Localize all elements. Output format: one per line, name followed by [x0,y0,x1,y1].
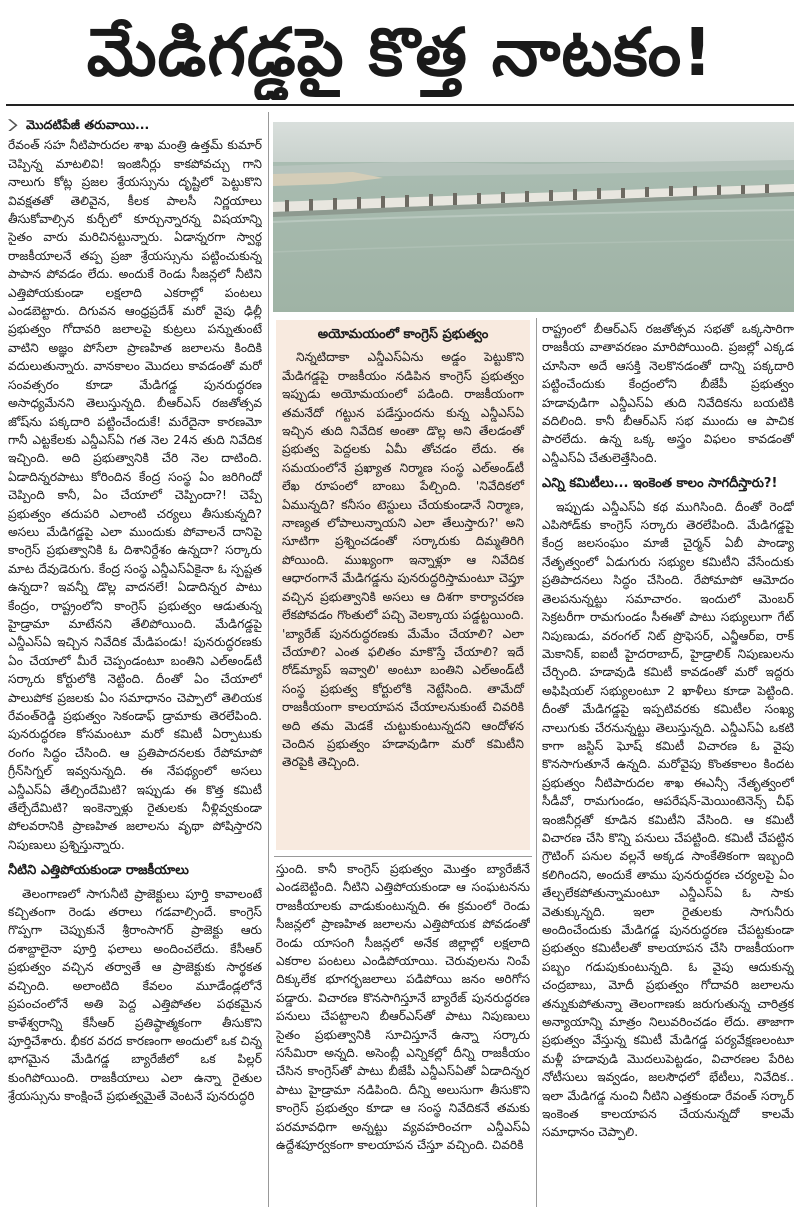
continuation-kicker: మొదటిపేజీ తరువాయి... [8,116,262,134]
box-title: అయోమయంలో కాంగ్రెస్ ప్రభుత్వం [317,327,489,342]
barrage-photo [273,122,794,312]
column-divider-right [536,318,537,1207]
right-subheading: ఎన్ని కమిటీలు... ఇంకెంత కాలం సాగదీస్తారు?! [542,476,778,492]
headline-rule [6,104,794,106]
box-paragraph: నిన్నటిదాకా ఎన్డీఎస్ఏను అడ్డం పెట్టుకొని మేడిగడ్డపై రాజకీయం నడిపిన కాంగ్రెస్ ప్రభుత్వం ఇప్పుడు అయోమయంలో పడింది. రాజకీయంగా తమనేదో గట్టున పడేస్తుందను కున్న ఎన్డీఎస్ఏ ఇచ్చిన తుది నివేదిక అంతా డొల్ల అని తేలడంతో ప్రభుత్వ పెద్దలకు ఏమీ తోచడం లేదు. ఈ సమయంలోనే ప్రఖ్యాత నిర్మాణ సంస్థ ఎల్అండ్‌టీ లేఖ రూపంలో బాంబు పేల్చింది. 'నివేదికలో ఏమున్నది? కనీసం టెస్టులు చేయకుండానే నిర్మాణ, నాణ్యత లోపాలున్నాయని ఎలా తేలుస్తారు?' అని సూటిగా ప్రశ్నించడంతో సర్కారుకు దిమ్మతిరిగి పోయింది. ముఖ్యంగా ఇన్నాళ్లూ ఆ నివేదిక ఆధారంగానే మేడిగడ్డను పునరుద్ధరిస్తామంటూ చెప్తూ వచ్చిన ప్రభుత్వానికి అసలు ఆ దిశగా కార్యాచరణ లేకపోవడం గొంతులో పచ్చి వెలక్కాయ పడ్డట్టయింది. 'బ్యారేజ్ పునరుద్ధరణకు మేమేం చేయాలి? ఎలా చేయాలి? ఎంత ఫలితం మాకొస్తే చేయాలి? ఇదే రోడ్‌మ్యాప్ ఇవ్వాలి' అంటూ బంతిని ఎల్అండ్‌టీ సంస్థ ప్రభుత్వ కోర్టులోకి నెట్టేసింది. తామేదో రాజకీయంగా కాలయాపన చేయాలనుకుంటే చివరికి అది తమ మెడకే చుట్టుకుంటున్నదని ఆందోళన చెందిన ప్రభుత్వం హడావుడిగా మరో కమిటీని తెరపైకి తెచ్చింది. [282,350,524,770]
chevron-right-icon [8,119,20,131]
left-paragraph-2: తెలంగాణలో సాగునీటి ప్రాజెక్టులు పూర్తి కావాలంటే కచ్చితంగా రెండు తరాలు గడవాల్సిందే. కాంగ్రెస్ గొప్పగా చెప్పుకునే శ్రీరాంసాగర్ ప్రాజెక్టు ఆరు దశాబ్దాలైనా పూర్తి ఫలాలు అందించలేదు. కేసీఆర్ ప్రభుత్వం వచ్చిన తర్వాతే ఆ ప్రాజెక్టుకు సార్థకత వచ్చింది. అలాంటిది కేవలం మూడేండ్లలోనే ప్రపంచంలోనే అతి పెద్ద ఎత్తిపోతల పథకమైన కాళేశ్వరాన్ని కేసీఆర్ ప్రతిష్ఠాత్మకంగా తీసుకొని పూర్తిచేశారు. భీకర వరద కారణంగా అందులో ఒక చిన్న భాగమైన మేడిగడ్డ బ్యారేజీలో ఒక పిల్లర్ కుంగిపోయింది. రాజకీయాలు ఎలా ఉన్నా రైతుల శ్రేయస్సును కాంక్షించే ప్రభుత్వమైతే వెంటనే పునరుద్ధరి [8,886,262,1104]
right-paragraph-2: ఇప్పుడు ఎన్డీఎస్ఏ కథ ముగిసింది. దీంతో రెండో ఎపిసోడ్‌కు కాంగ్రెస్ సర్కారు తెరలేపింది. మేడిగడ్డపై కేంద్ర జలసంఘం మాజీ చైర్మన్ ఏబీ పాండ్యా నేతృత్వంలో ఏడుగురు సభ్యుల కమిటీని వేసేందుకు ప్రతిపాదనలు సిద్ధం చేసింది. రేపోమాపో ఆమోదం తెలపనున్నట్టు సమాచారం. ఇందులో మెంబర్ సెక్రటరీగా రామగుండం సీఈతో పాటు సభ్యులుగా గేట్ నిపుణుడు, వరంగల్ నిట్ ప్రొఫెసర్, ఎన్జీఆర్ఐ, రాక్ మెకానిక్, ఐఐటీ హైదరాబాద్, హైడ్రాలిక్ నిపుణులను చేర్చింది. హడావుడి కమిటీ కావడంతో మరో ఇద్దరు అఫిషియల్ సభ్యులంటూ 2 ఖాళీలు కూడా పెట్టింది. దీంతో మేడిగడ్డపై ఇప్పటివరకు కమిటీల సంఖ్య నాలుగుకు చేరనున్నట్టు తెలుస్తున్నది. ఎన్డీఎస్ఏ ఒకటి కాగా జస్టిస్ ఘోష్ కమిటీ విచారణ ఓ వైపు కొనసాగుతూనే ఉన్నది. మరోవైపు కొంతకాలం కిందట ప్రభుత్వం నీటిపారుదల శాఖ ఈఎన్సీ నేతృత్వంలో సీడీవో, రామగుండం, ఆపరేషన్-మెయింటెనెన్స్ చీఫ్ ఇంజినీర్లతో కూడిన కమిటీని వేసింది. ఆ కమిటీ విచారణ చేసి కొన్ని పనులు చేపట్టింది. కమిటీ చేపట్టిన గ్రౌటింగ్ పనుల వల్లనే అక్కడ సాంకేతికంగా ఇబ్బంది కలిగిందని, అందుకే తాము పునరుద్ధరణ చర్యలపై ఏం తేల్చలేకపోతున్నామంటూ ఎన్డీఎస్ఏ ఓ సాకు వెతుక్కున్నది. ఇలా రైతులకు సాగునీరు అందించేందుకు మేడిగడ్డ పునరుద్ధరణ చేపట్టకుండా ప్రభుత్వం కమిటీలతో కాలయాపన చేసి రాజకీయంగా పబ్బం గడుపుకుంటున్నది. ఓ వైపు ఆదుకున్న చంద్రబాబు, మోదీ ప్రభుత్వం గోదావరి జలాలను తన్నుకుపోతున్నా తెలంగాణకు జరుగుతున్న చారిత్రక అన్యాయాన్ని మాత్రం నిలువరించడం లేదు. తాజాగా ప్రభుత్వం వేస్తున్న కమిటీ మేడిగడ్డ పర్యవేక్షణలంటూ మళ్లీ హడావుడి మొదలుపెట్టడం, విచారణల పేరిట నోటీసులు ఇవ్వడం, జలసౌధలో భేటీలు, నివేదిక.. ఇలా మేడిగడ్డ నుంచి నీటిని ఎత్తకుండా రేవంత్ సర్కార్ ఇంకెంత కాలయాపన చేయనున్నదో కాలమే సమాధానం చెప్పాలి. [542,499,794,1140]
column-divider-left [268,112,269,1207]
headline: మేడిగడ్డపై కొత్త నాటకం! [86,14,714,91]
left-paragraph: రేవంత్ సహ నీటిపారుదల శాఖ మంత్రి ఉత్తమ్ కుమార్ చెప్పిన్న మాటలివి! ఇంజినీర్లు కాకపోవచ్చు గాని నాలుగు కోట్ల ప్రజల శ్రేయస్సును దృష్టిలో పెట్టుకొని వివక్షతతో తెలివైన, కీలక పాలసీ నిర్ణయాలు తీసుకోవాల్సిన కుర్చీలో కూర్చున్నారన్న విషయాన్ని సైతం వారు మరిచినట్టున్నారు. ఏడాన్నరగా స్వార్థ రాజకీయాలనే తప్ప ప్రజా శ్రేయస్సును పట్టించుకున్న పాపాన పోవడం లేదు. అందుకే రెండు సీజన్లలో నీటిని ఎత్తిపోయకుండా లక్షలాది ఎకరాల్లో పంటలు ఎండబెట్టారు. దిగువన ఆంధ్రప్రదేశ్ మరో వైపు ఢిల్లీ ప్రభుత్వం గోదావరి జలాలపై కుట్రలు పన్నుతుంటే వాటిని అజ్ఞం పోసేలా ప్రాణహిత జలాలను కిందికి వదులుతున్నారు. వానకాలం మొదలు కావడంతో మరో సంవత్సరం కూడా మేడిగడ్డ పునరుద్ధరణ అసాధ్యమేనని తెలుస్తున్నది. బీఆర్ఎస్ రజతోత్సవ జోష్‌ను పక్కదారి పట్టించేందుకే! మరేదైనా కారణమో గానీ ఎట్టకేలకు ఎన్డీఎస్ఏ గత నెల 24న తుది నివేదిక ఇచ్చింది. అది ప్రభుత్వానికి చేరి నెల దాటింది. ఏడాదిన్నరపాటు కోరిందిన కేంద్ర సంస్థ ఏం జరిగిందో చెప్పింది కానీ, ఏం చేయాలో చెప్పిందా?! చెప్పే ప్రభుత్వం తదుపరి ఎలాంటి చర్యలు తీసుకున్నది? అసలు మేడిగడ్డపై ఎలా ముందుకు పోవాలనే దానిపై కాంగ్రెస్ ప్రభుత్వానికి ఓ దిశానిర్దేశం ఉన్నదా? సర్కారు మాట దేవుడెరుగు. కేంద్ర సంస్థ ఎన్డీఎస్ఏకైనా ఓ స్పష్టత ఉన్నదా? ఇవన్నీ డొల్ల వాదనలే! ఏడాదిన్నర పాటు కేంద్రం, రాష్ట్రంలోని కాంగ్రెస్ ప్రభుత్వం ఆడుతున్న హైడ్రామా మాటేనని తేలిపోయింది. మేడిగడ్డపై ఎన్డీఎస్ఏ ఇచ్చిన నివేదిక మేడిపండు! పునరుద్ధరణకు ఏం చేయాలో మీరే చెప్పండంటూ బంతిని ఎల్అండ్‌టీ సర్కారు కోర్టులోకి నెట్టింది. దీంతో ఏం చేయాలో పాలుపోక ప్రజలకు ఏం సమాధానం చెప్పాలో తెలియక రేవంత్‌రెడ్డి ప్రభుత్వం సెకండాఫ్ డ్రామాకు తెరలేపింది. పునరుద్ధరణ కోసమంటూ మరో కమిటీ ఏర్పాటుకు రంగం సిద్ధం చేసింది. ఆ ప్రతిపాదనలకు రేపోమాపో గ్రీన్‌సిగ్నల్ ఇవ్వనున్నది. ఈ నేపథ్యంలో అసలు ఎన్డీఎస్ఏ తేల్చిందేమిటి? ఇప్పుడు ఈ కొత్త కమిటీ తేల్చేదేమిటి? ఇంకెన్నాళ్లు రైతులకు నీళ్లివ్వకుండా పోలవరానికి ప్రాణహిత జలాలను వృథా పోషిస్తారని నిపుణులు ప్రశ్నిస్తున్నారు. [8,138,262,852]
box-bottom-rule [274,856,532,857]
middle-column [276,860,530,1210]
right-column [542,320,794,1210]
left-subheading: నీటిని ఎత్తిపోయకుండా రాజకీయాలు [8,863,189,879]
barrage-illustration [273,122,794,312]
sidebar-box [276,320,530,850]
middle-paragraph: స్తుంది. కానీ కాంగ్రెస్ ప్రభుత్వం మొత్తం బ్యారేజీనే ఎండబెట్టింది. నీటిని ఎత్తిపోయకుండా ఆ సంఘటనను రాజకీయాలకు వాడుకుంటున్నది. ఈ క్రమంలో రెండు సీజన్లలో ప్రాణహిత జలాలను ఎత్తిపోయక పోవడంతో రెండు యాసంగి సీజన్లలో అనేక జిల్లాల్లో లక్షలాది ఎకరాల పంటలు ఎండిపోయాయి. చెరువులను నింపే దిక్కులేక భూగర్భజలాలు పడిపోయి జనం అరిగోస పడ్డారు. విచారణ కొనసాగిస్తూనే బ్యారేజ్ పునరుద్ధరణ పనులు చేపట్టాలని బీఆర్ఎస్‌తో పాటు నిపుణులు సైతం ప్రభుత్వానికి సూచిస్తూనే ఉన్నా సర్కారు ససేమిరా అన్నది. అసెంబ్లీ ఎన్నికల్లో దీన్ని రాజకీయం చేసిన కాంగ్రెస్‌తో పాటు బీజేపీ ఎన్డీఎస్ఏతో ఏడాదిన్నర పాటు హైడ్రామా నడిపింది. దీన్ని అలుసుగా తీసుకొని కాంగ్రెస్ ప్రభుత్వం కూడా ఆ సంస్థ నివేదికనే తమకు పరమావధిగా అన్నట్టు వ్యవహరించగా ఎన్డీఎస్ఏ ఉద్దేశపూర్వకంగా కాలయాపన చేస్తూ వచ్చింది. చివరికి [276,862,530,1153]
left-column [8,116,262,1210]
right-paragraph: రాష్ట్రంలో బీఆర్ఎస్ రజతోత్సవ సభతో ఒక్కసారిగా రాజకీయ వాతావరణం మారిపోయింది. ప్రజల్లో ఎక్కడ చూసినా అదే ఆసక్తి నెలకొనడంతో దాన్ని పక్కదారి పట్టించేందుకు కేంద్రంలోని బీజేపీ ప్రభుత్వం హడావుడిగా ఎన్డీఎస్ఏ తుది నివేదికను బయటికి వదిలింది. కానీ బీఆర్ఎస్ సభ ముందు ఆ పాచిక పారలేదు. ఉన్న ఒక్క అస్త్రం విఫలం కావడంతో ఎన్డీఎస్ఏ చేతులెత్తేసింది. [542,322,794,465]
